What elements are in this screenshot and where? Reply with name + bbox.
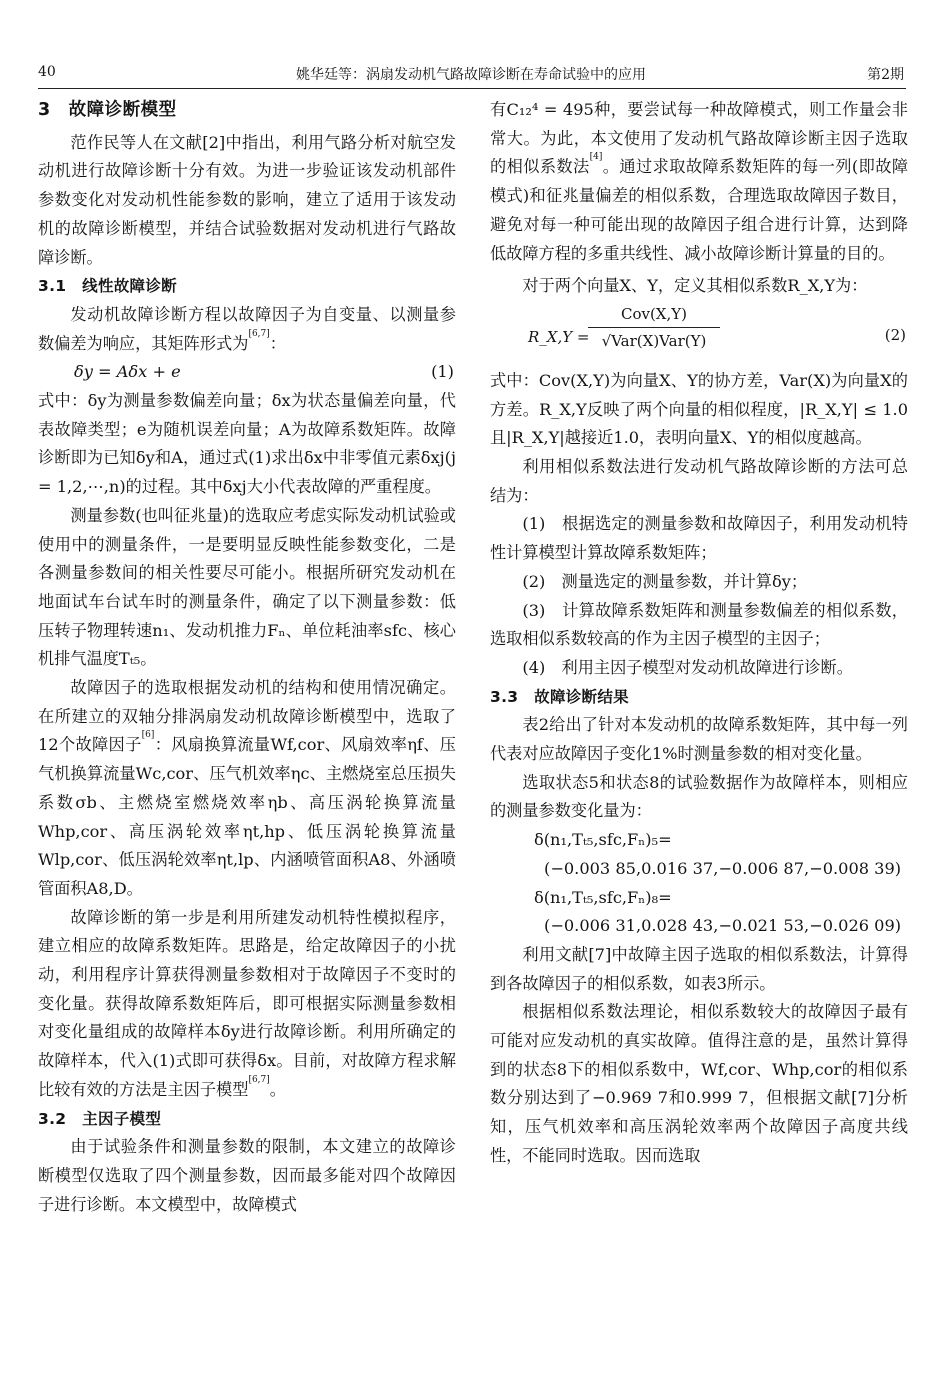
list-item: (4) 利用主因子模型对发动机故障进行诊断。 xyxy=(522,657,853,677)
equation-fraction xyxy=(588,303,720,354)
issue-number: 第2期 xyxy=(867,67,904,83)
section-3-3-heading: 3.3 故障诊断结果 xyxy=(490,687,629,706)
vector-values: (−0.006 31,0.028 43,−0.021 53,−0.026 09) xyxy=(544,916,902,936)
paragraph-text: 。 xyxy=(269,1079,286,1099)
citation: [6,7] xyxy=(248,328,270,339)
right-column xyxy=(490,96,908,1171)
fraction-denominator: √Var(X)Var(Y) xyxy=(601,331,707,350)
paragraph: 表2给出了针对本发动机的故障系数矩阵，其中每一列代表对应故障因子变化1%时测量参数的相对变化量。 xyxy=(490,715,908,764)
citation: [6] xyxy=(141,730,155,741)
paragraph: 式中：δy为测量参数偏差向量；δx为状态量偏差向量，代表故障类型；e为随机误差向量；A为故障系数矩阵。故障诊断即为已知δy和A，通过式(1)求出δx中非零值元素δxj(j = 1,2,⋯,n)的过程。其中δxj大小代表故障的严重程度。 xyxy=(38,390,456,497)
equation-body: δy = Aδx + e xyxy=(74,362,181,382)
equation-2 xyxy=(490,301,908,367)
page-number: 40 xyxy=(38,64,56,80)
vector-label: δ(n₁,Tₜ₅,sfc,Fₙ)₈= xyxy=(534,887,672,907)
vector-label: δ(n₁,Tₜ₅,sfc,Fₙ)₅= xyxy=(534,830,672,850)
equation-number: (1) xyxy=(431,362,454,382)
paragraph: 对于两个向量X、Y，定义其相似系数R_X,Y为： xyxy=(522,276,868,296)
equation-1 xyxy=(38,358,456,387)
running-header xyxy=(38,64,904,86)
citation: [4] xyxy=(589,152,603,163)
paragraph-text: 。通过求取故障系数矩阵的每一列(即故障模式)和征兆量偏差的相似系数，合理选取故障因子数目，避免对每一种可能出现的故障因子组合进行计算，达到降低故障方程的多重共线性、减小故障诊断计算量的目的。 xyxy=(490,157,909,263)
paragraph-text: 故障诊断的第一步是利用所建发动机特性模拟程序，建立相应的故障系数矩阵。思路是，给定故障因子的小扰动，利用程序计算获得测量参数相对于故障因子不变时的变化量。获得故障系数矩阵后，即可根据实际测量参数相对变化量组成的故障样本δy进行故障诊断。利用所确定的故障样本，代入(1)式即可获得δx。目前，对故障方程求解比较有效的方法是主因子模型 xyxy=(38,907,456,1099)
left-column xyxy=(38,96,456,1219)
paragraph-text: ：风扇换算流量Wf,cor、风扇效率ηf、压气机换算流量Wc,cor、压气机效率ηc、主燃烧室总压损失系数σb、主燃烧室燃烧效率ηb、高压涡轮换算流量Whp,cor、高压涡轮效率ηt,hp、低压涡轮换算流量Wlp,cor、低压涡轮效率ηt,lp、内涵喷管面积A8、外涵喷管面积A8,D。 xyxy=(38,735,456,898)
paragraph: 根据相似系数法理论，相似系数较大的故障因子最有可能对应发动机的真实故障。值得注意的是，虽然计算得到的状态8下的相似系数中，Wf,cor、Whp,cor的相似系数分别达到了−0.969 7和0.999 7，但根据文献[7]分析知，压气机效率和高压涡轮效率两个故障因子高度共线性，不能同时选取。因而选取 xyxy=(490,1002,908,1165)
paragraph xyxy=(38,674,456,904)
vector-values: (−0.003 85,0.016 37,−0.006 87,−0.008 39) xyxy=(544,858,902,878)
paragraph-text: ： xyxy=(269,333,286,353)
paragraph: 测量参数(也叫征兆量)的选取应考虑实际发动机试验或使用中的测量条件，一是要明显反映性能参数变化，二是各测量参数间的相关性要尽可能小。根据所研究发动机在地面试车台试车时的测量条件，确定了以下测量参数：低压转子物理转速n₁、发动机推力Fₙ、单位耗油率sfc、核心机排气温度Tₜ₅。 xyxy=(38,505,456,669)
paragraph: 式中：Cov(X,Y)为向量X、Y的协方差，Var(X)为向量X的方差。R_X,Y反映了两个向量的相似程度，|R_X,Y| ≤ 1.0且|R_X,Y|越接近1.0，表明向量X、Y的相似度越高。 xyxy=(490,370,908,448)
list-item: (1) 根据选定的测量参数和故障因子，利用发动机特性计算模型计算故障系数矩阵； xyxy=(490,514,908,563)
paragraph-text: 发动机故障诊断方程以故障因子为自变量、以测量参数偏差为响应，其矩阵形式为 xyxy=(38,304,456,353)
paragraph-text: 有C₁₂⁴ = 495种，要尝试每一种故障模式，则工作量会非常大。为此，本文使用了发动机气路故障诊断主因子选取的相似系数法 xyxy=(490,100,908,177)
paragraph: 利用文献[7]中故障主因子选取的相似系数法，计算得到各故障因子的相似系数，如表3所示。 xyxy=(490,944,908,993)
citation: [6,7] xyxy=(248,1074,270,1085)
running-title: 姚华廷等：涡扇发动机气路故障诊断在寿命试验中的应用 xyxy=(296,67,646,83)
paragraph xyxy=(490,96,908,268)
paragraph: 利用相似系数法进行发动机气路故障诊断的方法可总结为： xyxy=(490,457,908,505)
section-3-2-heading: 3.2 主因子模型 xyxy=(38,1109,162,1128)
paragraph: 由于试验条件和测量参数的限制，本文建立的故障诊断模型仅选取了四个测量参数，因而最多能对四个故障因子进行诊断。本文模型中，故障模式 xyxy=(38,1137,456,1214)
paragraph-text: 故障因子的选取根据发动机的结构和使用情况确定。在所建立的双轴分排涡扇发动机故障诊断模型中，选取了12个故障因子 xyxy=(38,678,456,755)
list-item: (3) 计算故障系数矩阵和测量参数偏差的相似系数，选取相似系数较高的作为主因子模型的主因子； xyxy=(490,600,908,649)
equation-lhs: R_X,Y = xyxy=(528,327,590,346)
paragraph: 选取状态5和状态8的试验数据作为故障样本，则相应的测量参数变化量为： xyxy=(490,772,908,821)
header-rule xyxy=(38,88,906,89)
section-3-heading: 3 故障诊断模型 xyxy=(38,100,177,120)
paragraph xyxy=(38,301,456,358)
equation-number: (2) xyxy=(884,325,906,344)
list-item: (2) 测量选定的测量参数，并计算δy； xyxy=(522,571,808,591)
section-3-1-heading: 3.1 线性故障诊断 xyxy=(38,277,177,296)
fraction-numerator: Cov(X,Y) xyxy=(588,303,720,328)
paragraph xyxy=(38,904,456,1105)
paragraph: 范作民等人在文献[2]中指出，利用气路分析对航空发动机进行故障诊断十分有效。为进一步验证该发动机部件参数变化对发动机性能参数的影响，建立了适用于该发动机的故障诊断模型，并结合试验数据对发动机进行气路故障诊断。 xyxy=(38,132,456,267)
